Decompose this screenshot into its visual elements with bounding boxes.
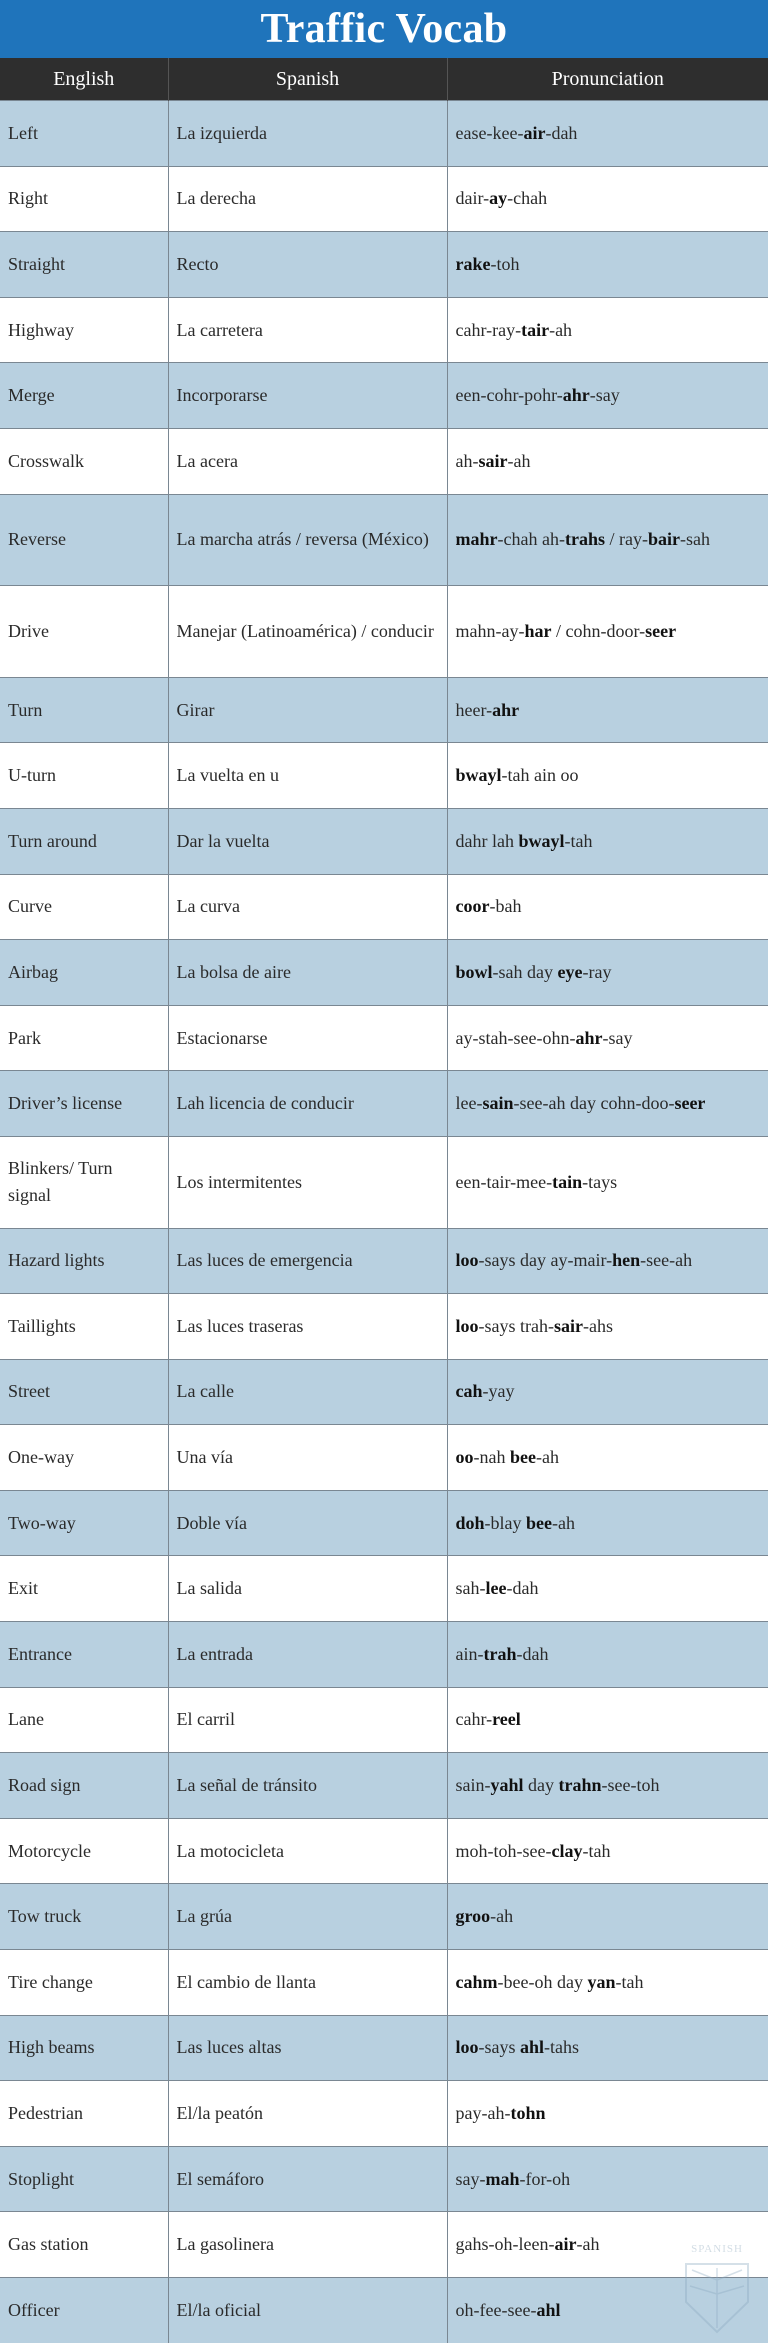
page-title: Traffic Vocab: [0, 0, 768, 58]
table-row: [0, 101, 768, 167]
syllable-text: -see-toh: [601, 1775, 660, 1796]
spanish-cell: La motocicleta: [168, 1818, 447, 1884]
table-row: [0, 1622, 768, 1688]
english-cell: Road sign: [0, 1753, 168, 1819]
syllable-text: -says trah-: [478, 1315, 554, 1336]
stressed-syllable: bee: [509, 1447, 536, 1468]
spanish-cell: Estacionarse: [168, 1005, 447, 1071]
pronunciation-cell: [447, 1753, 768, 1819]
english-cell: Gas station: [0, 2212, 168, 2278]
pronunciation-cell: [447, 1228, 768, 1294]
english-cell: Two-way: [0, 1490, 168, 1556]
pronunciation-cell: [447, 1359, 768, 1425]
stressed-syllable: ahr: [562, 385, 590, 406]
syllable-text: -tah: [564, 830, 593, 851]
spanish-cell: El/la peatón: [168, 2081, 447, 2147]
syllable-text: -nah: [473, 1447, 510, 1468]
pronunciation-cell: [447, 586, 768, 678]
syllable-text: -say: [602, 1027, 633, 1048]
table-row: [0, 1884, 768, 1950]
spanish-logo-watermark: [678, 2240, 756, 2335]
pronunciation-cell: [447, 1818, 768, 1884]
table-row: [0, 1228, 768, 1294]
stressed-syllable: lee: [485, 1578, 507, 1599]
table-row: [0, 2081, 768, 2147]
stressed-syllable: trahs: [564, 529, 605, 550]
table-row: [0, 940, 768, 1006]
syllable-text: say-: [455, 2168, 486, 2189]
spanish-cell: Manejar (Latinoamérica) / conducir: [168, 586, 447, 678]
table-row: [0, 2015, 768, 2081]
syllable-text: / ray-: [604, 529, 648, 550]
spanish-cell: La vuelta en u: [168, 743, 447, 809]
vocab-table: [0, 58, 768, 2343]
pronunciation-cell: [447, 2081, 768, 2147]
syllable-text: pay-ah-: [455, 2103, 511, 2124]
table-row: [0, 297, 768, 363]
spanish-cell: Dar la vuelta: [168, 808, 447, 874]
pronunciation-cell: [447, 808, 768, 874]
english-cell: Taillights: [0, 1294, 168, 1360]
table-row: [0, 1556, 768, 1622]
stressed-syllable: bwayl: [455, 765, 502, 786]
table-row: [0, 874, 768, 940]
english-cell: Officer: [0, 2278, 168, 2343]
table-row: [0, 1359, 768, 1425]
syllable-text: -tah ain oo: [501, 765, 579, 786]
english-cell: Right: [0, 166, 168, 232]
english-cell: Curve: [0, 874, 168, 940]
syllable-text: -tays: [582, 1171, 618, 1192]
stressed-syllable: sain: [482, 1093, 514, 1114]
table-row: [0, 494, 768, 586]
table-row: [0, 1136, 768, 1228]
spanish-cell: La bolsa de aire: [168, 940, 447, 1006]
spanish-cell: Girar: [168, 677, 447, 743]
syllable-text: dahr lah: [455, 830, 519, 851]
stressed-syllable: ahr: [492, 699, 520, 720]
stressed-syllable: bair: [647, 529, 680, 550]
english-cell: Left: [0, 101, 168, 167]
syllable-text: sah-: [455, 1578, 486, 1599]
table-row: [0, 232, 768, 298]
stressed-syllable: ay: [489, 188, 508, 209]
header-spanish: Spanish: [168, 58, 447, 101]
english-cell: Reverse: [0, 494, 168, 586]
stressed-syllable: mahr: [455, 529, 498, 550]
stressed-syllable: coor: [455, 896, 490, 917]
english-cell: Tire change: [0, 1950, 168, 2016]
english-cell: Street: [0, 1359, 168, 1425]
spanish-cell: Las luces de emergencia: [168, 1228, 447, 1294]
pronunciation-cell: [447, 1884, 768, 1950]
syllable-text: -toh: [490, 253, 520, 274]
table-row: [0, 1071, 768, 1137]
english-cell: Highway: [0, 297, 168, 363]
syllable-text: oh-fee-see-: [455, 2300, 537, 2321]
english-cell: One-way: [0, 1425, 168, 1491]
spanish-cell: La señal de tránsito: [168, 1753, 447, 1819]
stressed-syllable: yan: [587, 1971, 616, 1992]
stressed-syllable: mah: [485, 2168, 520, 2189]
stressed-syllable: sair: [554, 1315, 583, 1336]
syllable-text: ain-: [455, 1643, 484, 1664]
spanish-cell: La acera: [168, 428, 447, 494]
english-cell: Turn: [0, 677, 168, 743]
syllable-text: -chah: [507, 188, 548, 209]
stressed-syllable: seer: [645, 620, 677, 641]
table-row: [0, 677, 768, 743]
table-row: [0, 166, 768, 232]
spanish-cell: La calle: [168, 1359, 447, 1425]
syllable-text: day: [523, 1775, 559, 1796]
pronunciation-cell: [447, 1687, 768, 1753]
stressed-syllable: hen: [612, 1250, 641, 1271]
spanish-cell: La grúa: [168, 1884, 447, 1950]
stressed-syllable: air: [523, 122, 546, 143]
table-body: [0, 101, 768, 2343]
stressed-syllable: tohn: [510, 2103, 546, 2124]
pronunciation-cell: [447, 1490, 768, 1556]
syllable-text: -says: [478, 2037, 521, 2058]
syllable-text: heer-: [455, 699, 493, 720]
pronunciation-cell: [447, 940, 768, 1006]
stressed-syllable: loo: [455, 1315, 479, 1336]
spanish-cell: Incorporarse: [168, 363, 447, 429]
header-english: English: [0, 58, 168, 101]
syllable-text: -ah: [549, 319, 573, 340]
english-cell: Blinkers/ Turn signal: [0, 1136, 168, 1228]
stressed-syllable: sair: [478, 450, 508, 471]
watermark-label: SPANISH: [691, 2243, 743, 2255]
syllable-text: -for-oh: [519, 2168, 571, 2189]
english-cell: High beams: [0, 2015, 168, 2081]
stressed-syllable: bee: [526, 1512, 553, 1533]
pronunciation-cell: [447, 2146, 768, 2212]
pronunciation-cell: [447, 2015, 768, 2081]
table-row: [0, 743, 768, 809]
table-row: [0, 363, 768, 429]
spanish-cell: La entrada: [168, 1622, 447, 1688]
stressed-syllable: bowl: [455, 961, 493, 982]
pronunciation-cell: [447, 677, 768, 743]
english-cell: Stoplight: [0, 2146, 168, 2212]
pronunciation-cell: [447, 232, 768, 298]
english-cell: Exit: [0, 1556, 168, 1622]
syllable-text: dair-: [455, 188, 490, 209]
table-row: [0, 1294, 768, 1360]
syllable-text: -see-ah: [640, 1250, 693, 1271]
spanish-cell: Lah licencia de conducir: [168, 1071, 447, 1137]
header-pronunciation: Pronunciation: [447, 58, 768, 101]
stressed-syllable: oo: [455, 1447, 474, 1468]
stressed-syllable: air: [554, 2234, 577, 2255]
spanish-cell: La izquierda: [168, 101, 447, 167]
table-row: [0, 1753, 768, 1819]
syllable-text: mahn-ay-: [455, 620, 525, 641]
syllable-text: -say: [589, 385, 620, 406]
pronunciation-cell: [447, 1294, 768, 1360]
stressed-syllable: bwayl: [518, 830, 565, 851]
english-cell: Crosswalk: [0, 428, 168, 494]
syllable-text: ay-stah-see-ohn-: [455, 1027, 576, 1048]
pronunciation-cell: [447, 1622, 768, 1688]
table-row: [0, 1950, 768, 2016]
stressed-syllable: clay: [551, 1840, 583, 1861]
spanish-cell: La curva: [168, 874, 447, 940]
syllable-text: / cohn-door-: [551, 620, 646, 641]
syllable-text: ease-kee-: [455, 122, 524, 143]
syllable-text: een-cohr-pohr-: [455, 385, 563, 406]
spanish-cell: El/la oficial: [168, 2278, 447, 2343]
syllable-text: -ah: [576, 2234, 600, 2255]
stressed-syllable: groo: [455, 1906, 491, 1927]
spanish-cell: Recto: [168, 232, 447, 298]
stressed-syllable: tain: [552, 1171, 583, 1192]
syllable-text: -tah: [615, 1971, 644, 1992]
table-row: [0, 586, 768, 678]
syllable-text: -sah day: [492, 961, 558, 982]
english-cell: Motorcycle: [0, 1818, 168, 1884]
stressed-syllable: trahn: [558, 1775, 602, 1796]
pronunciation-cell: [447, 1136, 768, 1228]
table-row: [0, 1490, 768, 1556]
spanish-cell: El semáforo: [168, 2146, 447, 2212]
pronunciation-cell: [447, 428, 768, 494]
table-row: [0, 1425, 768, 1491]
syllable-text: ah-: [455, 450, 479, 471]
syllable-text: -bah: [489, 896, 522, 917]
syllable-text: -tahs: [544, 2037, 580, 2058]
syllable-text: cahr-ray-: [455, 319, 522, 340]
stressed-syllable: cah: [455, 1381, 483, 1402]
english-cell: Merge: [0, 363, 168, 429]
syllable-text: -dah: [506, 1578, 539, 1599]
syllable-text: -ah: [490, 1906, 514, 1927]
spanish-cell: La salida: [168, 1556, 447, 1622]
syllable-text: -dah: [545, 122, 578, 143]
english-cell: Straight: [0, 232, 168, 298]
table-row: [0, 1005, 768, 1071]
syllable-text: -see-ah day cohn-doo-: [513, 1093, 675, 1114]
table-row: [0, 2146, 768, 2212]
stressed-syllable: seer: [674, 1093, 706, 1114]
pronunciation-cell: [447, 1950, 768, 2016]
pronunciation-cell: [447, 494, 768, 586]
table-header-row: [0, 58, 768, 101]
syllable-text: -ah: [552, 1512, 575, 1533]
spanish-cell: Las luces traseras: [168, 1294, 447, 1360]
syllable-text: -ah: [535, 1447, 559, 1468]
table-row: [0, 1818, 768, 1884]
english-cell: Tow truck: [0, 1884, 168, 1950]
syllable-text: -ahs: [583, 1315, 613, 1336]
pronunciation-cell: [447, 1425, 768, 1491]
english-cell: Turn around: [0, 808, 168, 874]
english-cell: Hazard lights: [0, 1228, 168, 1294]
pronunciation-cell: [447, 1556, 768, 1622]
stressed-syllable: ahl: [520, 2037, 545, 2058]
syllable-text: -chah ah-: [497, 529, 565, 550]
pronunciation-cell: [447, 1071, 768, 1137]
syllable-text: -tah: [582, 1840, 611, 1861]
english-cell: Park: [0, 1005, 168, 1071]
english-cell: Lane: [0, 1687, 168, 1753]
stressed-syllable: eye: [557, 961, 583, 982]
stressed-syllable: har: [524, 620, 552, 641]
stressed-syllable: tair: [521, 319, 550, 340]
stressed-syllable: ahl: [536, 2300, 561, 2321]
syllable-text: moh-toh-see-: [455, 1840, 552, 1861]
english-cell: Airbag: [0, 940, 168, 1006]
pronunciation-cell: [447, 363, 768, 429]
spanish-cell: Doble vía: [168, 1490, 447, 1556]
syllable-text: gahs-oh-leen-: [455, 2234, 555, 2255]
stressed-syllable: cahm: [455, 1971, 498, 1992]
table-row: [0, 1687, 768, 1753]
syllable-text: -says day ay-mair-: [478, 1250, 613, 1271]
spanish-cell: Los intermitentes: [168, 1136, 447, 1228]
spanish-cell: El carril: [168, 1687, 447, 1753]
spanish-cell: El cambio de llanta: [168, 1950, 447, 2016]
table-row: [0, 2212, 768, 2278]
spanish-cell: Una vía: [168, 1425, 447, 1491]
pronunciation-cell: [447, 166, 768, 232]
syllable-text: -dah: [516, 1643, 549, 1664]
syllable-text: lee-: [455, 1093, 483, 1114]
stressed-syllable: loo: [455, 1250, 479, 1271]
table-row: [0, 2278, 768, 2343]
syllable-text: sain-: [455, 1775, 491, 1796]
syllable-text: -ah: [507, 450, 531, 471]
english-cell: Drive: [0, 586, 168, 678]
syllable-text: -ray: [582, 961, 612, 982]
syllable-text: -bee-oh day: [497, 1971, 588, 1992]
stressed-syllable: trah: [483, 1643, 517, 1664]
spanish-cell: Las luces altas: [168, 2015, 447, 2081]
stressed-syllable: loo: [455, 2037, 479, 2058]
pronunciation-cell: [447, 874, 768, 940]
stressed-syllable: reel: [492, 1709, 521, 1730]
pronunciation-cell: [447, 1005, 768, 1071]
table-row: [0, 428, 768, 494]
table-row: [0, 808, 768, 874]
english-cell: Driver’s license: [0, 1071, 168, 1137]
stressed-syllable: doh: [455, 1512, 485, 1533]
stressed-syllable: ahr: [575, 1027, 603, 1048]
english-cell: Pedestrian: [0, 2081, 168, 2147]
syllable-text: -yay: [482, 1381, 515, 1402]
english-cell: U-turn: [0, 743, 168, 809]
syllable-text: -blay: [484, 1512, 527, 1533]
spanish-cell: La marcha atrás / reversa (México): [168, 494, 447, 586]
syllable-text: cahr-: [455, 1709, 493, 1730]
spanish-cell: La derecha: [168, 166, 447, 232]
english-cell: Entrance: [0, 1622, 168, 1688]
syllable-text: een-tair-mee-: [455, 1171, 553, 1192]
pronunciation-cell: [447, 297, 768, 363]
spanish-cell: La carretera: [168, 297, 447, 363]
stressed-syllable: rake: [455, 253, 491, 274]
pronunciation-cell: [447, 743, 768, 809]
pronunciation-cell: [447, 101, 768, 167]
syllable-text: -sah: [679, 529, 710, 550]
spanish-cell: La gasolinera: [168, 2212, 447, 2278]
stressed-syllable: yahl: [490, 1775, 524, 1796]
